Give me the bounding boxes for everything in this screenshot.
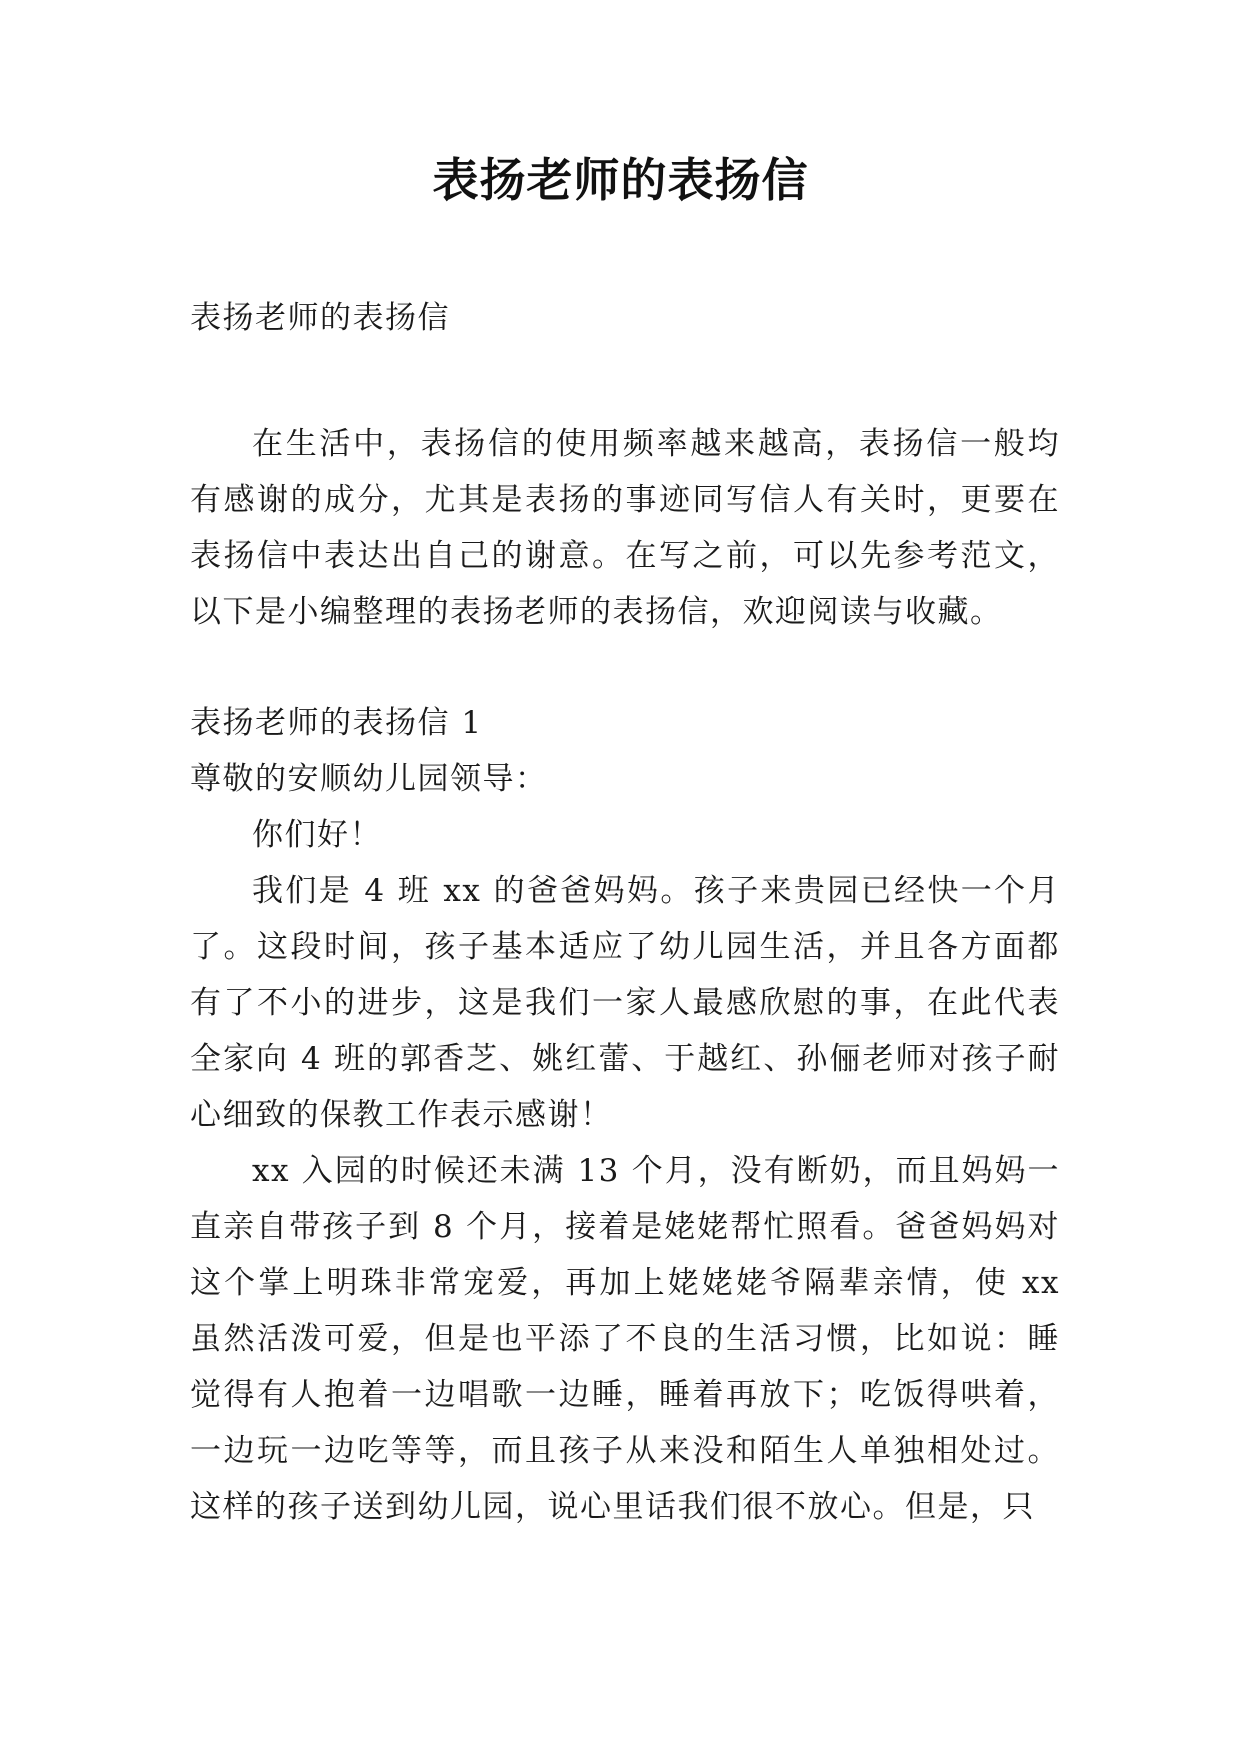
- letter-heading: 表扬老师的表扬信 1: [190, 705, 483, 741]
- document-body: [190, 290, 1060, 1535]
- letter-greeting: 你们好！: [252, 817, 382, 853]
- letter-paragraph-2: xx 入园的时候还未满 13 个月，没有断奶，而且妈妈一直亲自带孩子到 8 个月，接着是姥姥帮忙照看。爸爸妈妈对这个掌上明珠非常宠爱，再加上姥姥姥爷隔辈亲情，使 xx 虽然活泼可爱，但是也平添了不良的生活习惯，比如说：睡觉得有人抱着一边唱歌一边睡，睡着再放下；吃饭得哄着，一边玩一边吃等等，而且孩子从来没和陌生人单独相处过。这样的孩子送到幼儿园，说心里话我们很不放心。但是，只: [190, 1153, 1060, 1525]
- letter-paragraph-1: 我们是 4 班 xx 的爸爸妈妈。孩子来贵园已经快一个月了。这段时间，孩子基本适应了幼儿园生活，并且各方面都有了不小的进步，这是我们一家人最感欣慰的事，在此代表全家向 4 班的郭香芝、姚红蕾、于越红、孙俪老师对孩子耐心细致的保教工作表示感谢！: [190, 873, 1060, 1133]
- document-subtitle: 表扬老师的表扬信: [190, 300, 450, 336]
- spacer: [190, 346, 1060, 416]
- document-title: 表扬老师的表扬信: [432, 153, 809, 207]
- intro-paragraph: 在生活中，表扬信的使用频率越来越高，表扬信一般均有感谢的成分，尤其是表扬的事迹同写信人有关时，更要在表扬信中表达出自己的谢意。在写之前，可以先参考范文，以下是小编整理的表扬老师的表扬信，欢迎阅读与收藏。: [190, 426, 1060, 630]
- letter-salutation: 尊敬的安顺幼儿园领导：: [190, 761, 548, 797]
- spacer: [190, 640, 1060, 695]
